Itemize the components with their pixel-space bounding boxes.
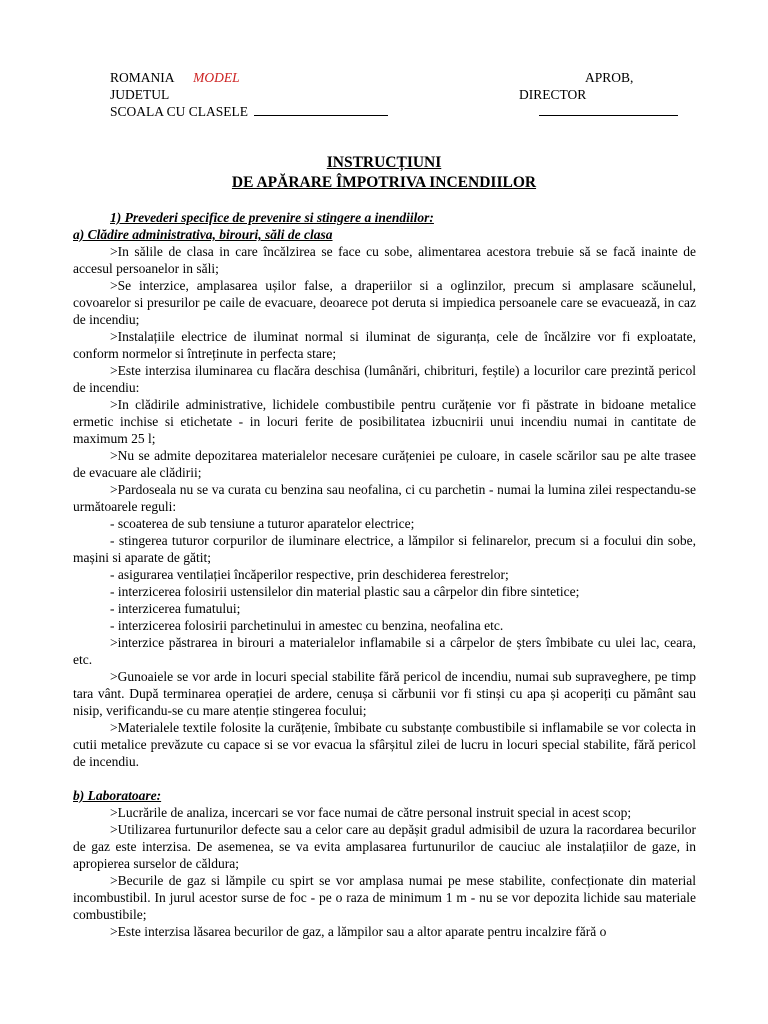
- section-1-heading: 1) Prevederi specifice de prevenire si stingere a inendiilor:: [110, 210, 434, 225]
- section-b-heading: b) Laboratoare:: [73, 788, 162, 803]
- rule-item: - scoaterea de sub tensiune a tuturor aparatelor electrice;: [110, 516, 415, 531]
- paragraph: >Lucrările de analiza, incercari se vor face numai de către personal instruit special in acest scop;: [110, 805, 632, 820]
- header-line-1: [110, 69, 240, 86]
- paragraph: >Utilizarea furtunurilor defecte sau a celor care au depășit gradul admisibil de uzura la racordarea becurilor de gaz este interzisa. De asemenea, se va evita amplasarea furtunurilor de cauciuc ale instalațiilor de gaze, in apropierea surselor de căldura;: [73, 822, 696, 871]
- paragraph: >Pardoseala nu se va curata cu benzina sau neofalina, ci cu parchetin - numai la lumina zilei respectandu-se următoarele reguli:: [73, 482, 696, 514]
- document-title-line-1: INSTRUCȚIUNI: [326, 154, 442, 171]
- rule-item: - interzicerea folosirii parchetinului in amestec cu benzina, neofalina etc.: [110, 618, 504, 633]
- paragraph: >In sălile de clasa in care încălzirea se face cu sobe, alimentarea acestora trebuie să se facă inainte de accesul persoanelor in săli;: [73, 244, 696, 276]
- rule-item: - interzicerea folosirii ustensilelor din material plastic sau a cârpelor din fibre sintetice;: [110, 584, 580, 599]
- country-label: ROMANIA: [110, 70, 174, 85]
- director-signature-line: [539, 103, 678, 116]
- paragraph: >Becurile de gaz si lămpile cu spirt se vor amplasa numai pe mese stabilite, confecționate din material incombustibil. In jurul acestor surse de foc - pe o raza de minimum 1 m - nu se vor depozita lichide sau materiale combustibile;: [73, 873, 696, 922]
- director-label: DIRECTOR: [519, 87, 587, 102]
- school-label: SCOALA CU CLASELE: [110, 104, 249, 119]
- rule-item: - asigurarea ventilației încăperilor respective, prin deschiderea ferestrelor;: [110, 567, 509, 582]
- rule-item: - stingerea tuturor corpurilor de iluminare electrice, a lămpilor si felinarelor, precum si a focului din sobe, mașini si aparate de gătit;: [73, 533, 696, 565]
- rule-item: - interzicerea fumatului;: [110, 601, 241, 616]
- paragraph: >Instalațiile electrice de iluminat normal si iluminat de siguranța, cele de încălzire vor fi exploatate, conform normelor si întreținute in perfecta stare;: [73, 329, 696, 361]
- approve-label: APROB,: [585, 70, 634, 85]
- school-fill-line: [254, 103, 388, 116]
- paragraph: >Este interzisa iluminarea cu flacăra deschisa (lumânări, chibrituri, feștile) a locurilor care prezintă pericol de incendiu:: [73, 363, 696, 395]
- county-label: JUDETUL: [110, 87, 170, 102]
- paragraph: >Materialele textile folosite la curățenie, îmbibate cu substanțe combustibile si inflamabile se vor colecta in cutii metalice prevăzute cu capace si se vor evacua la sfârșitul zilei de lucru in locuri special stabilite, fără pericol de incendiu.: [73, 720, 696, 769]
- paragraph: >Se interzice, amplasarea ușilor false, a draperiilor si a oglinzilor, precum si amplasare scăunelul, covoarelor si presurilor pe caile de evacuare, deoarece pot deruta si impiedica persoanele care se evacuează, in caz de incendiu;: [73, 278, 696, 327]
- paragraph: >In clădirile administrative, lichidele combustibile pentru curățenie vor fi păstrate in bidoane metalice ermetic inchise si etichetate - in locuri ferite de posibilitatea izbucnirii unui incendiu numai in cantitate de maximum 25 l;: [73, 397, 696, 446]
- section-spacer: [73, 770, 696, 787]
- model-label: MODEL: [193, 70, 240, 85]
- section-a-heading: a) Clădire administrativa, birouri, săli de clasa: [73, 227, 333, 242]
- header-line-3: [110, 103, 388, 120]
- signature-line: [539, 103, 678, 120]
- paragraph: >interzice păstrarea in birouri a materialelor inflamabile si a cârpelor de șters îmbibate cu ulei lac, ceara, etc.: [73, 635, 696, 667]
- paragraph: >Nu se admite depozitarea materialelor necesare curățeniei pe culoare, in casele scărilor sau pe alte trasee de evacuare ale clădirii;: [73, 448, 696, 480]
- document-body: [73, 209, 696, 940]
- paragraph: >Gunoaiele se vor arde in locuri special stabilite fără pericol de incendiu, numai sub supraveghere, pe timp tara vânt. După terminarea operației de ardere, cenușa si cărbunii vor fi stinși cu apa și acoperiți cu pământ sau nisip, verificandu-se cu mare atenție stingerea focului;: [73, 669, 696, 718]
- document-title-line-2: DE APĂRARE ÎMPOTRIVA INCENDIILOR: [231, 174, 537, 191]
- paragraph: >Este interzisa lăsarea becurilor de gaz, a lămpilor sau a altor aparate pentru incalzire fără o: [110, 924, 607, 939]
